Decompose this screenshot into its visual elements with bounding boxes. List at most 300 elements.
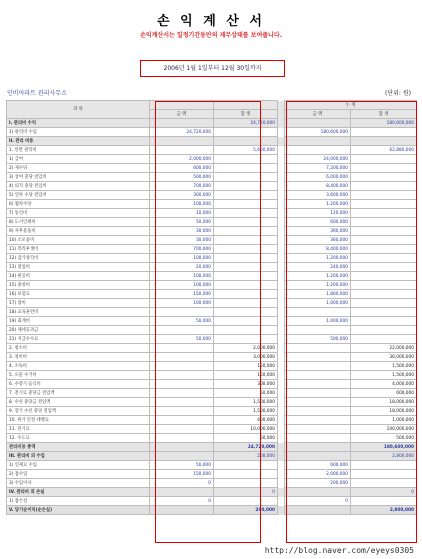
row-gap [278,407,285,416]
row-cum-total [351,155,417,164]
table-row [7,272,417,281]
row-amount [150,425,214,434]
row-total [214,461,278,470]
row-cum-total: 18,000,000 [351,398,417,407]
row-total: 1,500,000 [214,407,278,416]
row-total [214,263,278,272]
row-cum-amount: 24,000,000 [285,155,351,164]
row-cum-amount [285,146,351,155]
row-amount: 50,000 [150,335,214,344]
row-total [214,128,278,137]
row-cum-amount [285,380,351,389]
row-total: 0 [214,488,278,497]
row-total: 150,000 [214,371,278,380]
row-amount [150,371,214,380]
row-cum-total: 180,600,000 [351,119,417,128]
row-cum-total [351,236,417,245]
row-gap [278,344,285,353]
row-total [214,236,278,245]
row-label: 11. 전기료 [7,425,150,434]
row-cum-amount: 1,200,000 [285,272,351,281]
table-row [7,209,417,218]
row-amount [150,416,214,425]
row-total [214,317,278,326]
row-total [214,191,278,200]
row-gap [278,182,285,191]
row-amount [150,308,214,317]
table-row [7,398,417,407]
row-gap [278,281,285,290]
row-label: 4) 퇴직 충당 전입비 [7,182,150,191]
row-amount: 600,000 [150,164,214,173]
header-amount: 금 액 [150,110,214,119]
header-gap [278,101,285,110]
table-row [7,443,417,452]
row-amount: 150,000 [150,470,214,479]
row-cum-total: 2,800,000 [351,452,417,461]
row-total [214,308,278,317]
row-cum-amount [285,407,351,416]
row-amount: 30,000 [150,227,214,236]
row-amount: 100,000 [150,281,214,290]
table-row [7,164,417,173]
row-amount: 50,000 [150,317,214,326]
row-label: 13) 잡업비 [7,263,150,272]
table-row [7,182,417,191]
row-cum-total [351,308,417,317]
row-gap [278,434,285,443]
row-cum-total: 1,500,000 [351,371,417,380]
row-label: 6. 수장기 음식비 [7,380,150,389]
row-total [214,281,278,290]
header-cumulative: 누 계 [285,101,417,110]
row-label: III. 관리비 외 수입 [7,452,150,461]
table-row [7,497,417,506]
row-amount: 2,000,000 [150,155,214,164]
row-amount: 50,000 [150,218,214,227]
row-total: 24,720,000 [214,443,278,452]
row-total [214,326,278,335]
row-cum-amount [285,308,351,317]
row-gap [278,191,285,200]
row-label: 3) 수입이자 [7,479,150,488]
period-box: 2006년 1월 1일부터 12월 30일까지 [140,60,285,77]
row-gap [278,461,285,470]
row-gap [278,245,285,254]
row-label: 9. 장기 수선 충당 전입액 [7,407,150,416]
row-cum-total: 600,000 [351,389,417,398]
row-cum-total [351,326,417,335]
table-row [7,128,417,137]
row-cum-amount: 8,400,000 [285,245,351,254]
table-row [7,227,417,236]
row-cum-total: 100,000,000 [351,425,417,434]
table-row [7,137,417,146]
row-amount [150,362,214,371]
row-gap [278,227,285,236]
row-label: 16) 보험료 [7,290,150,299]
row-amount: 10,000 [150,209,214,218]
row-gap [278,308,285,317]
row-label: II. 관리 비용 [7,137,150,146]
row-label: 3. 경비비 [7,353,150,362]
row-total [214,245,278,254]
row-gap [278,380,285,389]
row-total: 150,000 [214,362,278,371]
row-label: 1. 일반 관리비 [7,146,150,155]
row-label: 18) 교육훈련비 [7,308,150,317]
row-amount: 50,000 [150,461,214,470]
header-total: 합 계 [214,110,278,119]
row-gap [278,236,285,245]
row-cum-total: 1,500,000 [351,362,417,371]
row-cum-amount: 8,400,000 [285,182,351,191]
row-label: 2) 제수당 [7,164,150,173]
row-gap [278,353,285,362]
row-total: 200,000 [214,506,278,515]
row-cum-amount [285,416,351,425]
table-row [7,317,417,326]
row-cum-total [351,299,417,308]
row-label: 12) 감가상각비 [7,254,150,263]
row-amount: 100,000 [150,299,214,308]
table-row [7,146,417,155]
row-cum-amount: 240,000 [285,263,351,272]
header-account: 과 목 [7,101,150,119]
row-label: 5) 연차 수당 전입비 [7,191,150,200]
table-row [7,389,417,398]
row-label: 3) 상여 충당 전입비 [7,173,150,182]
row-amount: 700,000 [150,245,214,254]
row-cum-total: 500,000 [351,434,417,443]
table-row [7,434,417,443]
row-total [214,155,278,164]
row-cum-total [351,245,417,254]
row-cum-total: 1,000,000 [351,416,417,425]
row-amount [150,434,214,443]
row-amount [150,380,214,389]
row-label: I. 관리비 수익 [7,119,150,128]
row-total: 24,720,000 [214,119,278,128]
row-amount: 0 [150,479,214,488]
row-cum-total [351,281,417,290]
table-row [7,461,417,470]
row-cum-amount: 6,000,000 [285,173,351,182]
row-gap [278,389,285,398]
header-spacer-mid [214,101,278,110]
row-amount: 150,000 [150,290,214,299]
row-amount [150,506,214,515]
row-gap [278,470,285,479]
row-total: 5,660,000 [214,146,278,155]
row-label: 11) 복리후생비 [7,245,150,254]
table-row [7,245,417,254]
row-cum-amount: 600,000 [285,461,351,470]
row-amount: 100,000 [150,200,214,209]
header-cum-total: 합 계 [351,110,417,119]
row-gap [278,452,285,461]
table-row [7,479,417,488]
row-cum-amount: 1,200,000 [285,200,351,209]
company-name: 인비아파트 관리사무소 [7,90,67,97]
table-row [7,452,417,461]
row-gap [278,263,285,272]
row-cum-total: 4,000,000 [351,380,417,389]
row-gap [278,425,285,434]
row-gap [278,209,285,218]
row-label: 21) 지급수수료 [7,335,150,344]
blog-watermark: http://blog.naver.com/eyeys0305 [264,546,414,555]
row-gap [278,128,285,137]
row-amount: 30,000 [150,236,214,245]
row-total [214,290,278,299]
row-cum-amount [285,488,351,497]
row-cum-total: 36,000,000 [351,353,417,362]
row-cum-total [351,497,417,506]
table-row [7,299,417,308]
row-cum-total [351,470,417,479]
row-gap [278,362,285,371]
row-cum-amount: 7,200,000 [285,164,351,173]
row-label: 20) 제세공과금 [7,326,150,335]
row-total: 3,000,000 [214,353,278,362]
row-gap [278,506,285,515]
row-gap [278,497,285,506]
row-total: 50,000 [214,434,278,443]
row-cum-amount [285,362,351,371]
row-amount: 100,000 [150,272,214,281]
row-cum-amount: 360,000 [285,227,351,236]
row-amount [150,344,214,353]
row-cum-amount: 600,000 [285,218,351,227]
row-cum-total: 0 [351,488,417,497]
row-cum-total [351,254,417,263]
row-cum-total [351,200,417,209]
row-cum-total [351,173,417,182]
row-label: 2) 잡수입 [7,470,150,479]
row-amount [150,452,214,461]
row-gap [278,155,285,164]
row-cum-amount [285,434,351,443]
row-total: 300,000 [214,380,278,389]
row-total [214,272,278,281]
row-cum-total [351,128,417,137]
table-row [7,407,417,416]
row-amount: 100,000 [150,254,214,263]
row-cum-total [351,227,417,236]
row-cum-amount: 1,800,000 [285,290,351,299]
row-amount [150,146,214,155]
row-cum-amount: 1,000,000 [285,299,351,308]
table-row [7,506,417,515]
row-cum-amount [285,506,351,515]
row-gap [278,146,285,155]
row-gap [278,443,285,452]
row-cum-amount [285,119,351,128]
row-amount: 0 [150,497,214,506]
row-label: IV. 관리비 외 손실 [7,488,150,497]
row-total [214,218,278,227]
row-cum-total [351,209,417,218]
row-cum-amount: 1,200,000 [285,254,351,263]
row-total [214,470,278,479]
row-cum-amount: 2,000,000 [285,470,351,479]
row-label: 4. 소독비 [7,362,150,371]
row-total: 1,500,000 [214,398,278,407]
row-amount: 500,000 [150,173,214,182]
table-row [7,173,417,182]
document-note: 손익계산서는 일정기간동안의 재무상태를 보여줍니다. [140,32,282,39]
row-cum-total [351,335,417,344]
row-cum-total [351,137,417,146]
row-cum-total [351,191,417,200]
row-cum-total: 18,000,000 [351,407,417,416]
row-cum-total [351,272,417,281]
row-gap [278,479,285,488]
table-row [7,335,417,344]
row-total [214,479,278,488]
row-cum-total [351,182,417,191]
row-label: 10. 위기 안전 대행료 [7,416,150,425]
row-cum-total [351,218,417,227]
row-cum-amount: 1,000,000 [285,317,351,326]
table-row [7,191,417,200]
row-cum-total: 22,000,000 [351,344,417,353]
row-gap [278,137,285,146]
row-cum-total: 62,880,000 [351,146,417,155]
row-gap [278,254,285,263]
row-total [214,137,278,146]
row-cum-amount [285,326,351,335]
row-gap [278,272,285,281]
table-row [7,470,417,479]
row-cum-amount [285,425,351,434]
table-row [7,425,417,434]
row-gap [278,326,285,335]
table-row [7,119,417,128]
table-row [7,380,417,389]
row-amount [150,353,214,362]
row-label: V. 당기순이익(순손실) [7,506,150,515]
table-row [7,326,417,335]
row-cum-total [351,479,417,488]
row-cum-amount: 120,000 [285,209,351,218]
row-label: 1) 잡손실 [7,497,150,506]
row-label: 9) 사무용품비 [7,227,150,236]
table-row [7,362,417,371]
document-title: 손 익 계 산 서 [157,14,265,29]
row-total: 200,000 [214,452,278,461]
row-label: 8. 수선 충당금 전입액 [7,398,150,407]
row-amount: 700,000 [150,182,214,191]
row-cum-amount: 360,000 [285,236,351,245]
row-cum-amount: 3,600,000 [285,191,351,200]
row-gap [278,119,285,128]
row-gap [278,200,285,209]
header-gap-2 [278,110,285,119]
row-cum-amount [285,443,351,452]
table-row [7,488,417,497]
income-statement-table [6,100,417,515]
row-cum-total: 2,800,000 [351,506,417,515]
table-row [7,218,417,227]
row-gap [278,290,285,299]
row-gap [278,299,285,308]
row-cum-amount: 200,000 [285,479,351,488]
row-total [214,497,278,506]
row-total [214,200,278,209]
row-label: 7. 전기료 충당금 전입액 [7,389,150,398]
row-cum-amount [285,137,351,146]
table-row [7,155,417,164]
row-label: 14) 판공비 [7,272,150,281]
row-gap [278,335,285,344]
row-amount [150,119,214,128]
row-amount [150,407,214,416]
row-total [214,209,278,218]
row-gap [278,371,285,380]
table-row [7,353,417,362]
table-row [7,236,417,245]
row-cum-total: 180,600,000 [351,443,417,452]
row-amount: 20,000 [150,263,214,272]
row-cum-amount [285,344,351,353]
row-cum-amount [285,389,351,398]
row-amount: 24,720,000 [150,128,214,137]
table-row [7,371,417,380]
header-cum-amount: 금 액 [285,110,351,119]
row-total: 400,000 [214,416,278,425]
row-gap [278,398,285,407]
row-label: 15) 충영비 [7,281,150,290]
table-row [7,416,417,425]
table-row [7,263,417,272]
row-gap [278,317,285,326]
row-total [214,227,278,236]
row-cum-amount [285,353,351,362]
row-amount [150,443,214,452]
row-total: 10,000,000 [214,425,278,434]
row-label: 1) 관리비 수입 [7,128,150,137]
row-gap [278,488,285,497]
row-total: 50,000 [214,389,278,398]
row-cum-total [351,164,417,173]
row-gap [278,218,285,227]
row-amount [150,326,214,335]
table-row [7,281,417,290]
row-total: 2,000,000 [214,344,278,353]
row-total [214,335,278,344]
table-row [7,308,417,317]
row-cum-amount [285,371,351,380]
row-label: 8) 도서인쇄비 [7,218,150,227]
row-cum-amount: 500,000 [285,335,351,344]
row-amount: 300,000 [150,191,214,200]
row-cum-total [351,317,417,326]
row-gap [278,173,285,182]
row-total [214,299,278,308]
row-gap [278,164,285,173]
table-row [7,200,417,209]
header-spacer-left [150,101,214,110]
row-label: 17) 잡비 [7,299,150,308]
row-total [214,182,278,191]
row-label: 2. 청소비 [7,344,150,353]
row-label: 1) 연체료 수입 [7,461,150,470]
row-cum-amount [285,452,351,461]
row-label: 19) 회계비 [7,317,150,326]
row-total [214,254,278,263]
